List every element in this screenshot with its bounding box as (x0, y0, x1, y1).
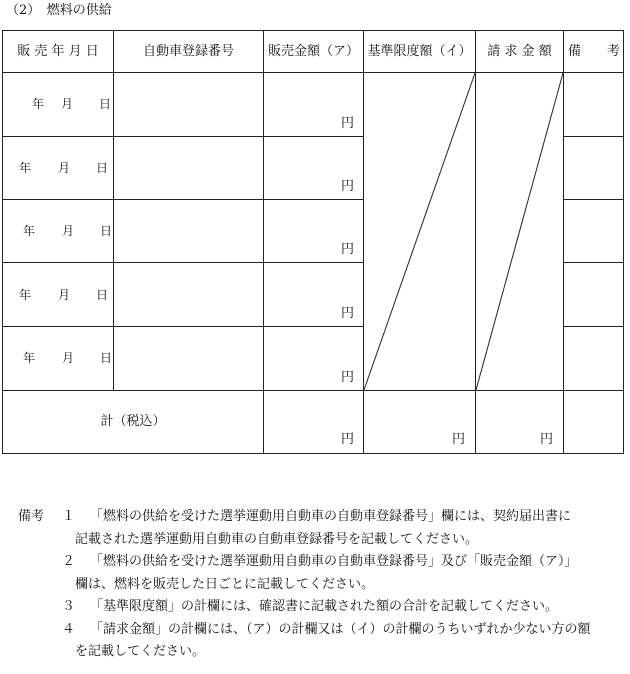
row-year-label: 年 (32, 97, 45, 111)
note-number: ３ (62, 599, 76, 614)
header-registration-number: 自動車登録番号 (142, 44, 234, 59)
row-sales-yen-unit: 円 (341, 306, 355, 321)
row-year-label: 年 (23, 224, 36, 238)
row-sales-yen-unit: 円 (341, 242, 355, 257)
row-month-label: 月 (62, 224, 75, 238)
row-year-label: 年 (19, 288, 32, 302)
total-sales-yen-unit: 円 (341, 432, 355, 447)
row-year-label: 年 (23, 351, 36, 365)
limit-strike-line (364, 73, 475, 390)
note-text-continued: 記載された選挙運動用自動車の自動車登録番号を記載してください。 (75, 531, 479, 547)
row-day-label: 日 (99, 97, 112, 111)
note-text: 「請求金額」の計欄には、（ア）の計欄又は（イ）の計欄のうちいずれか少ない方の額 (90, 621, 591, 637)
header-sale-date: 販 売 年 月 日 (17, 44, 99, 59)
note-text-continued: 欄は、燃料を販売した日ごとに記載してください。 (75, 576, 375, 592)
total-limit-yen-unit: 円 (452, 432, 466, 447)
section-title: （2） 燃料の供給 (6, 3, 112, 18)
note-number: ４ (62, 621, 76, 637)
row-day-label: 日 (100, 224, 113, 238)
row-year-label: 年 (19, 161, 32, 175)
header-limit-amount: 基準限度額（イ） (367, 44, 472, 59)
row-month-label: 月 (58, 161, 71, 175)
header-sales-amount: 販売金額（ア） (267, 44, 359, 59)
note-number: ２ (62, 554, 76, 569)
row-month-label: 月 (62, 351, 75, 365)
claim-strike-line (476, 73, 563, 390)
row-sales-yen-unit: 円 (341, 179, 355, 194)
header-remarks: 備 考 (567, 44, 620, 59)
row-month-label: 月 (58, 288, 71, 302)
row-sales-yen-unit: 円 (341, 116, 355, 131)
note-number: １ (62, 509, 76, 524)
row-sales-yen-unit: 円 (341, 370, 355, 385)
row-day-label: 日 (96, 288, 109, 302)
total-label: 計（税込） (100, 414, 166, 429)
notes-heading: 備考 (18, 509, 45, 524)
row-day-label: 日 (96, 161, 109, 175)
row-month-label: 月 (61, 97, 74, 111)
row-day-label: 日 (100, 351, 113, 365)
note-text: 「基準限度額」の計欄には、確認書に記載された額の合計を記載してください。 (90, 599, 559, 614)
note-text: 「燃料の供給を受けた選挙運動用自動車の自動車登録番号」及び「販売金額（ア）」 (90, 554, 578, 569)
total-claim-yen-unit: 円 (540, 432, 554, 447)
note-text-continued: を記載してください。 (75, 644, 206, 659)
note-text: 「燃料の供給を受けた選挙運動用自動車の自動車登録番号」欄には、契約届出書に (90, 509, 572, 524)
header-claim-amount: 請 求 金 額 (487, 44, 552, 59)
